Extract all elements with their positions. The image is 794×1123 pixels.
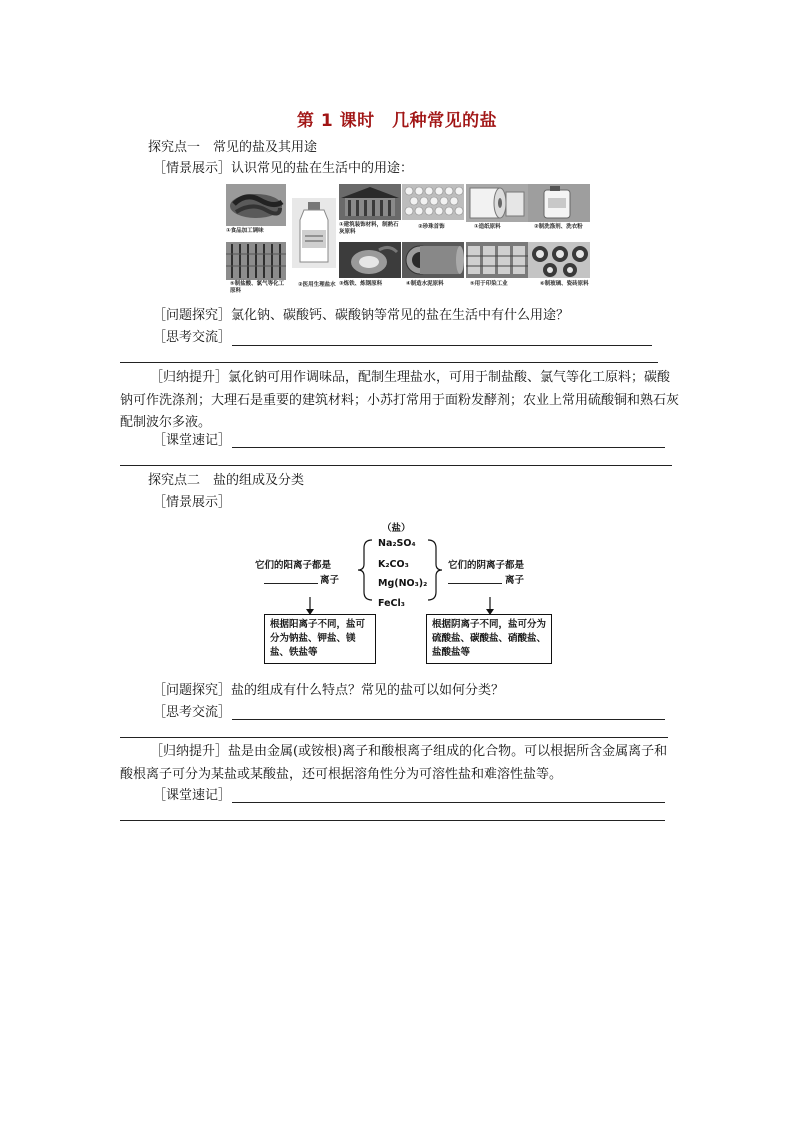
answer-line[interactable] (120, 737, 668, 738)
photo-detergent (528, 184, 598, 240)
cation-prompt: 它们的阳离子都是 (255, 560, 332, 571)
page-title: 第 1 课时 几种常见的盐 (296, 111, 498, 131)
photo-glass (528, 242, 598, 300)
cement-pipes-photo (402, 242, 464, 278)
caption: ⑤用于印染工业 (470, 281, 508, 287)
chemical-plant-photo (226, 242, 286, 280)
section1-scene: ［情景展示］认识常见的盐在生活中的用途： (153, 161, 414, 176)
photo-steel (339, 242, 401, 300)
notes-line[interactable] (120, 465, 672, 466)
printing-factory-photo (466, 242, 528, 278)
section1-question: ［问题探究］氯化钠、碳酸钙、碳酸钠等常见的盐在生活中有什么用途？ (153, 308, 570, 323)
section2-heading: 探究点二 盐的组成及分类 (148, 473, 305, 488)
caption: ③炼铁、炼钢原料 (339, 281, 383, 287)
photo-paper (466, 184, 528, 240)
caption: ②制洗涤剂、洗衣粉 (534, 224, 583, 230)
salt-label: （盐） (382, 523, 411, 534)
caption: ①建筑装饰材料，制熟石灰原料 (339, 222, 399, 235)
saline-bottle-photo (292, 198, 336, 268)
anion-blank[interactable] (448, 583, 502, 584)
steel-furnace-photo (339, 242, 401, 278)
salt-formula: FeCl₃ (378, 598, 405, 609)
answer-line[interactable] (120, 362, 658, 363)
section2-scene: ［情景展示］ (153, 495, 232, 510)
salt-formula: Mg(NO₃)₂ (378, 578, 428, 589)
photo-building (339, 184, 401, 240)
notes-line[interactable] (232, 447, 665, 448)
pearls-photo (402, 184, 464, 220)
caption: ⑥制玻璃、瓷砖原料 (540, 281, 589, 287)
section1-notes-label: ［课堂速记］ (153, 433, 232, 448)
photo-pearls (402, 184, 464, 240)
section2-question: ［问题探究］盐的组成有什么特点？常见的盐可以如何分类？ (153, 683, 505, 698)
photo-food-seasoning (226, 184, 286, 240)
salt-uses-gallery (226, 184, 604, 300)
photo-chemical-plant (226, 242, 286, 300)
section2-think-label: ［思考交流］ (153, 705, 232, 720)
section1-think-label: ［思考交流］ (153, 330, 232, 345)
detergent-photo (528, 184, 590, 222)
notes-line[interactable] (232, 802, 665, 803)
paper-rolls-photo (466, 184, 528, 222)
anion-prompt: 它们的阴离子都是 (448, 560, 525, 571)
answer-line[interactable] (232, 719, 665, 720)
caption: ①食品加工调味 (226, 228, 264, 234)
glass-tiles-photo (528, 242, 590, 278)
anion-classification-box: 根据阴离子不同，盐可分为硫酸盐、碳酸盐、硝酸盐、盐酸盐等 (426, 614, 552, 664)
photo-saline (292, 198, 336, 300)
caption: ②医用生理盐水 (298, 282, 336, 288)
section1-heading: 探究点一 常见的盐及其用途 (148, 140, 318, 155)
cation-classification-box: 根据阳离子不同，盐可分为钠盐、钾盐、镁盐、铁盐等 (264, 614, 376, 664)
cation-blank[interactable] (264, 583, 318, 584)
salt-formula: Na₂SO₄ (378, 538, 416, 549)
section1-summary: ［归纳提升］氯化钠可用作调味品，配制生理盐水，可用于制盐酸、氯气等化工原料；碳酸钠可作洗涤剂；大理石是重要的建筑材料；小苏打常用于面粉发酵剂；农业上常用硫酸铜和熟石灰配制波尔多液。 (120, 370, 680, 430)
section2-notes-label: ［课堂速记］ (153, 788, 232, 803)
section2-summary: ［归纳提升］盐是由金属(或铵根)离子和酸根离子组成的化合物。可以根据所含金属离子和酸根离子可分为某盐或某酸盐，还可根据溶角性分为可溶性盐和难溶性盐等。 (120, 744, 668, 782)
food-photo (226, 184, 286, 226)
caption: ⑤制盐酸、氯气等化工原料 (230, 281, 285, 294)
salt-classification-diagram (250, 516, 570, 666)
caption: ①造纸原料 (474, 224, 501, 230)
salt-formula: K₂CO₃ (378, 559, 409, 570)
anion-suffix: 离子 (505, 575, 525, 586)
photo-printing (466, 242, 528, 300)
building-photo (339, 184, 401, 220)
cation-suffix: 离子 (320, 575, 340, 586)
answer-line[interactable] (232, 345, 652, 346)
caption: ④制造水泥原料 (406, 281, 444, 287)
photo-cement (402, 242, 464, 300)
notes-line[interactable] (120, 820, 665, 821)
caption: ②珍珠首饰 (418, 224, 445, 230)
